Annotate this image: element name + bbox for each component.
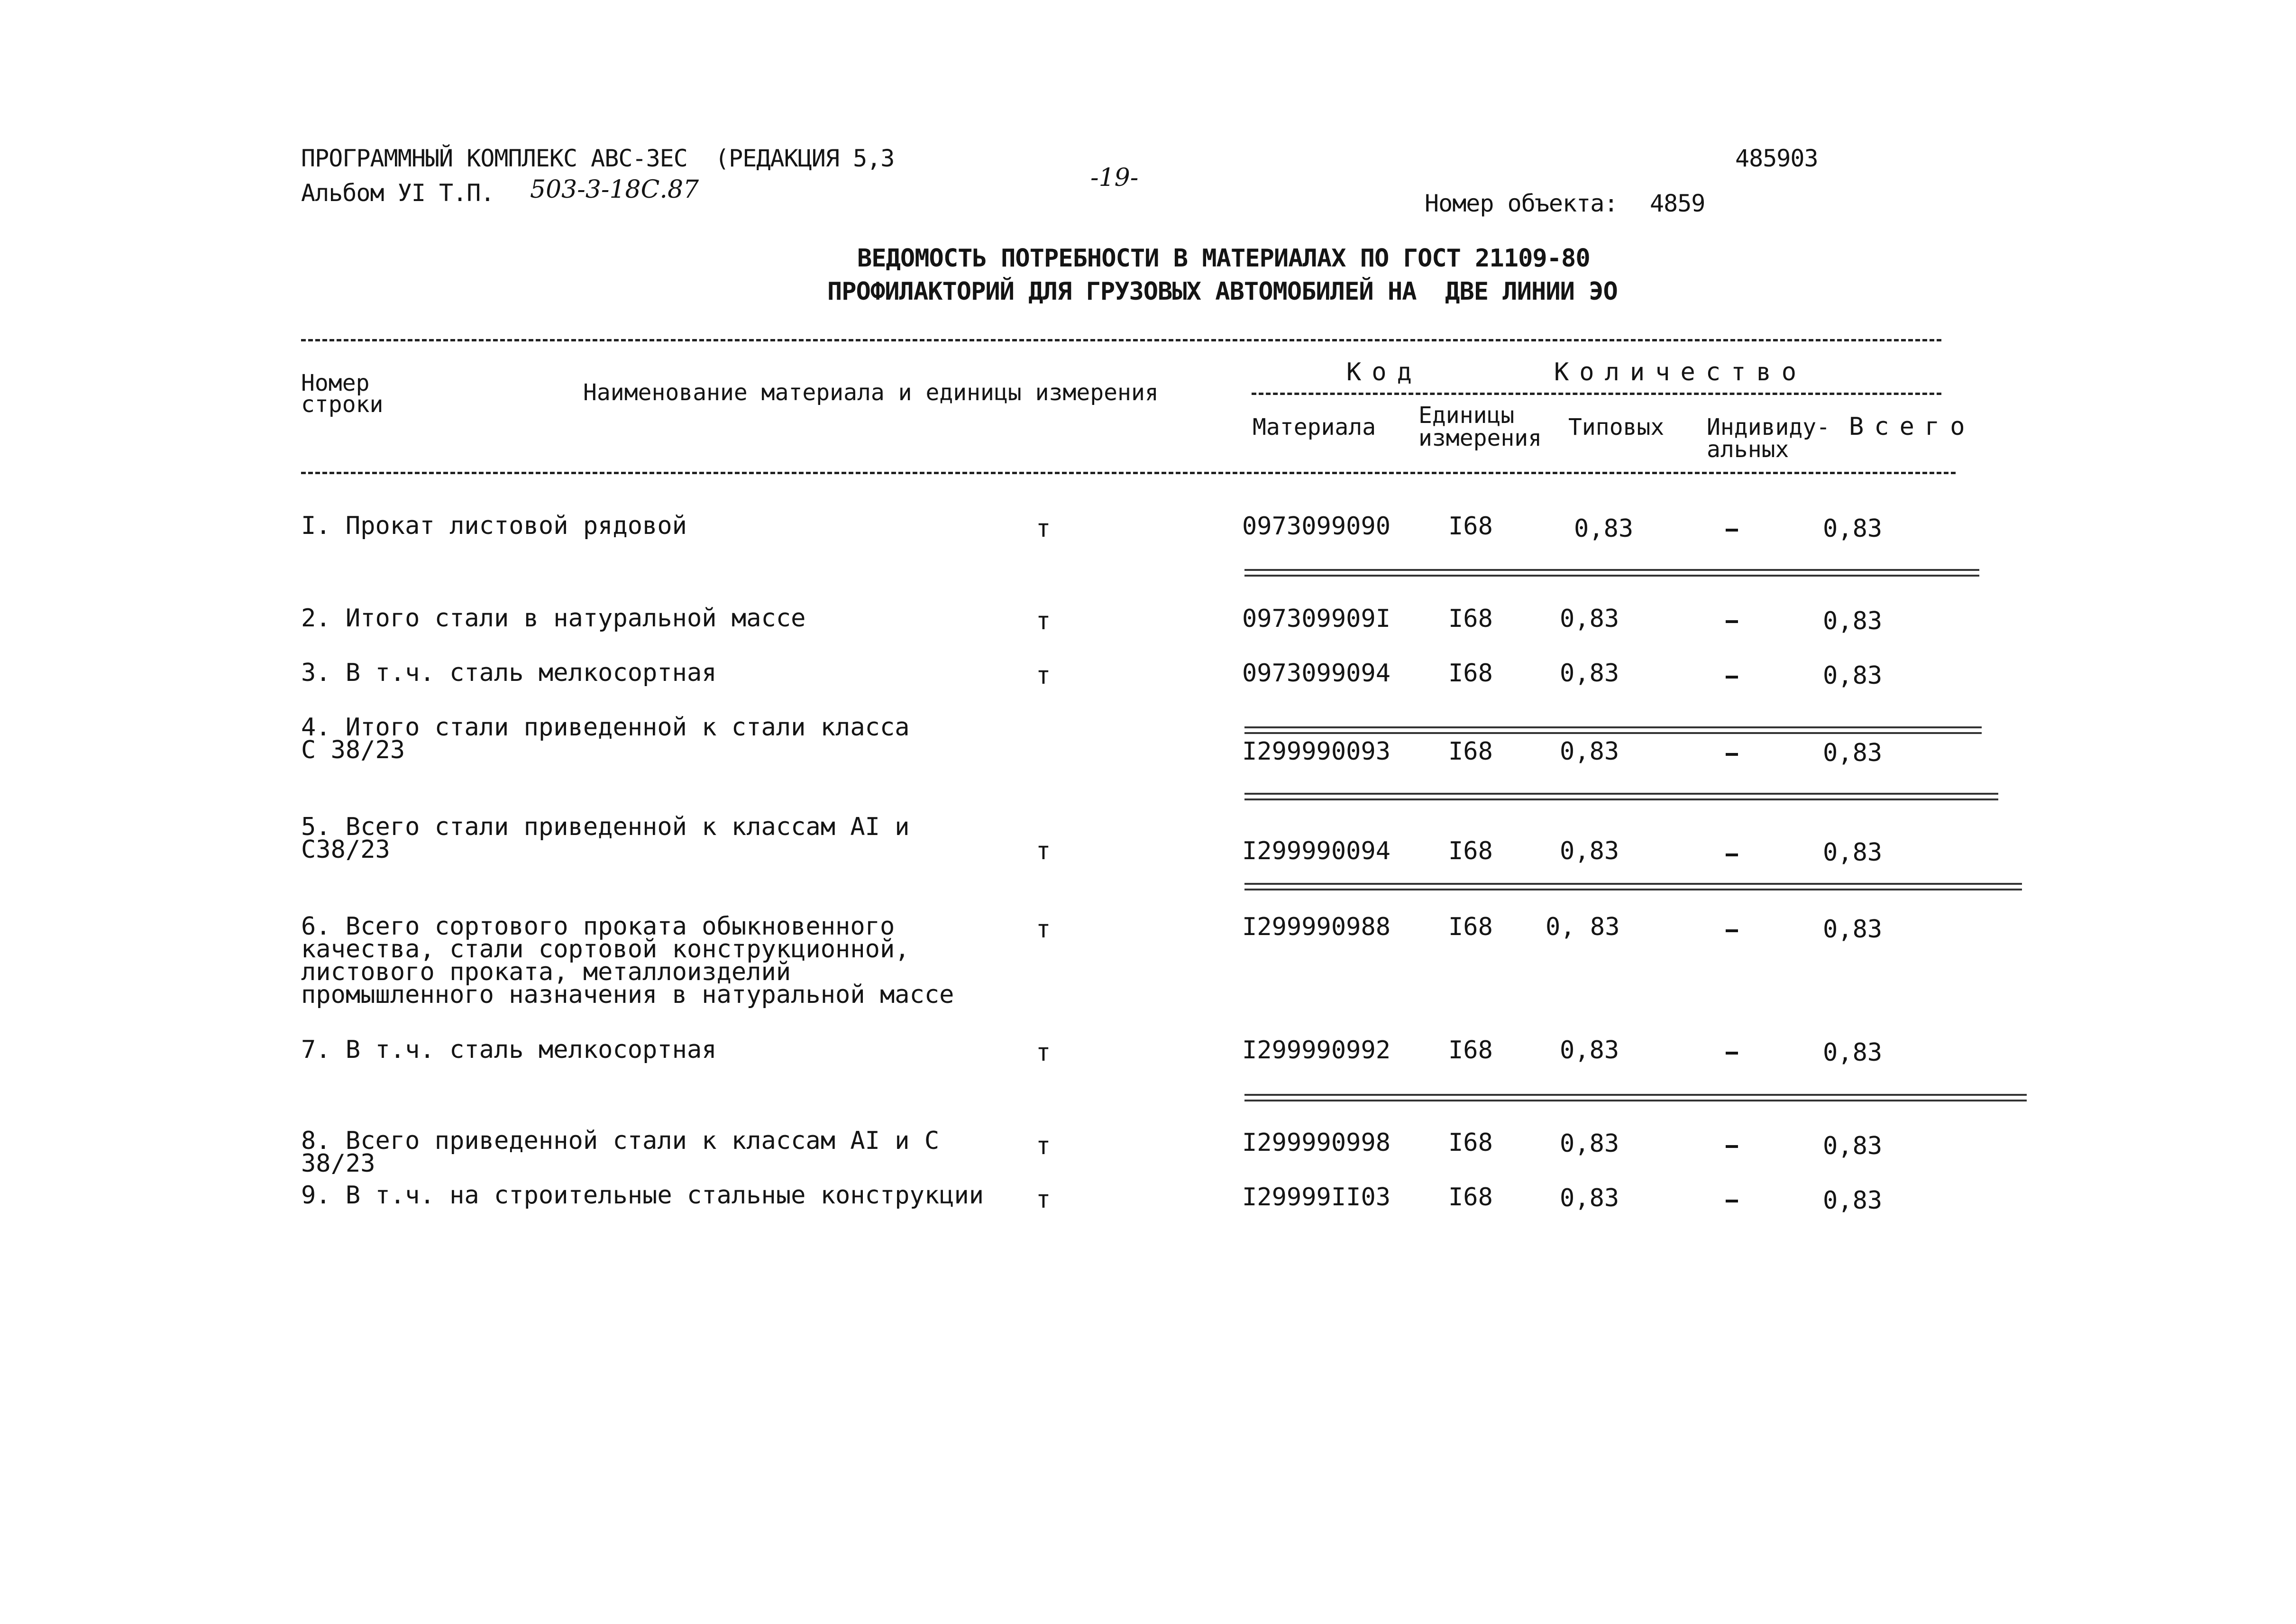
table-row-total: 0,83 — [1823, 1132, 1883, 1160]
col-unit-2: измерения — [1418, 425, 1542, 451]
table-row-name: 8. Всего приведенной стали к классам АI и С 38/23 — [301, 1127, 940, 1178]
table-row-unit-code: I68 — [1448, 512, 1493, 541]
double-rule — [1244, 883, 2022, 890]
group-rule — [1252, 393, 1941, 395]
table-row-total: 0,83 — [1823, 607, 1883, 635]
table-row-total: 0,83 — [1823, 661, 1883, 690]
table-row-unit-code: I68 — [1448, 1129, 1493, 1157]
table-row-code: I29999II03 — [1242, 1183, 1391, 1211]
table-row-unit: т — [1036, 661, 1051, 690]
table-row-total: 0,83 — [1823, 739, 1883, 767]
table-row-typical: 0,83 — [1560, 737, 1619, 766]
table-row-individual-dash — [1726, 676, 1738, 679]
page-mark: -19- — [1090, 164, 1139, 192]
table-row-total: 0,83 — [1823, 1186, 1883, 1215]
header-bottom-rule — [301, 472, 1956, 474]
table-row-unit: т — [1036, 837, 1051, 865]
table-row-code: I299990992 — [1242, 1036, 1391, 1064]
page-title-line2: ПРОФИЛАКТОРИЙ ДЛЯ ГРУЗОВЫХ АВТОМОБИЛЕЙ НА ДВЕ ЛИНИИ ЭО — [827, 277, 1618, 306]
table-top-rule — [301, 339, 1941, 341]
table-row-total: 0,83 — [1823, 915, 1883, 944]
col-name: Наименование материала и единицы измерения — [583, 379, 1159, 406]
table-row-name: 3. В т.ч. сталь мелкосортная — [301, 659, 717, 687]
table-row-typical: 0,83 — [1560, 605, 1619, 633]
table-row-individual-dash — [1726, 620, 1738, 623]
table-row-unit-code: I68 — [1448, 913, 1493, 941]
col-row-no: Номер — [301, 370, 370, 396]
col-individual: Индивиду- — [1707, 414, 1830, 440]
table-row-code: 097309909I — [1242, 605, 1391, 633]
table-row-unit-code: I68 — [1448, 659, 1493, 688]
table-row-unit: т — [1036, 607, 1051, 635]
program-header: ПРОГРАММНЫЙ КОМПЛЕКС АВС-ЗЕС (РЕДАКЦИЯ 5,3 — [301, 145, 895, 172]
album-label: Альбом УI Т.П. — [301, 179, 494, 207]
table-row-name: I. Прокат листовой рядовой — [301, 512, 687, 540]
table-row-individual-dash — [1726, 929, 1738, 932]
table-row-unit: т — [1036, 514, 1051, 543]
table-row-unit: т — [1036, 1185, 1051, 1214]
table-row-code: 0973099094 — [1242, 659, 1391, 688]
col-typical: Типовых — [1568, 414, 1665, 440]
table-row-name: 2. Итого стали в натуральной массе — [301, 604, 806, 633]
table-row-individual-dash — [1726, 853, 1738, 856]
table-row-code: I299990094 — [1242, 837, 1391, 865]
table-row-total: 0,83 — [1823, 838, 1883, 867]
table-row-unit-code: I68 — [1448, 837, 1493, 865]
table-row-unit-code: I68 — [1448, 737, 1493, 766]
col-total: Всего — [1849, 413, 1976, 441]
table-row-individual-dash — [1726, 753, 1738, 756]
col-material: Материала — [1253, 414, 1376, 440]
col-row-no-2: строки — [301, 391, 384, 418]
table-row-unit: т — [1036, 1038, 1051, 1067]
double-rule — [1244, 726, 1982, 734]
table-row-unit: т — [1036, 915, 1051, 944]
table-row-name: 4. Итого стали приведенной к стали класса С 38/23 — [301, 713, 910, 764]
table-row-typical: 0,83 — [1560, 659, 1619, 688]
col-individual-2: альных — [1707, 436, 1789, 463]
double-rule — [1244, 793, 1998, 800]
col-code-group: Код — [1346, 358, 1422, 386]
page-title-line1: ВЕДОМОСТЬ ПОТРЕБНОСТИ В МАТЕРИАЛАХ ПО ГОСТ 21109-80 — [857, 244, 1590, 273]
table-row-individual-dash — [1726, 529, 1738, 532]
table-row-code: I299990998 — [1242, 1129, 1391, 1157]
table-row-typical: 0,83 — [1574, 514, 1634, 543]
doc-number: 485903 — [1735, 145, 1818, 172]
double-rule — [1244, 1094, 2027, 1101]
table-row-name: 7. В т.ч. сталь мелкосортная — [301, 1036, 717, 1064]
table-row-unit: т — [1036, 1132, 1051, 1160]
table-row-typical: 0,83 — [1560, 837, 1619, 865]
double-rule — [1244, 569, 1979, 577]
table-row-code: 0973099090 — [1242, 512, 1391, 541]
table-row-unit-code: I68 — [1448, 1036, 1493, 1064]
table-row-total: 0,83 — [1823, 514, 1883, 543]
table-row-total: 0,83 — [1823, 1038, 1883, 1067]
table-row-unit-code: I68 — [1448, 605, 1493, 633]
table-row-individual-dash — [1726, 1200, 1738, 1202]
table-row-code: I299990988 — [1242, 913, 1391, 941]
object-label: Номер объекта: — [1425, 190, 1618, 217]
album-handwritten-code: 503-3-18С.87 — [530, 175, 699, 204]
table-row-individual-dash — [1726, 1052, 1738, 1055]
object-number: 4859 — [1650, 190, 1705, 217]
table-row-code: I299990093 — [1242, 737, 1391, 766]
table-row-typical: 0,83 — [1560, 1184, 1619, 1212]
table-row-typical: 0,83 — [1560, 1129, 1619, 1158]
table-row-typical: 0, 83 — [1546, 913, 1620, 941]
table-row-name: 9. В т.ч. на строительные стальные конструкции — [301, 1181, 984, 1210]
table-row-name: 6. Всего сортового проката обыкновенного качества, стали сортовой конструкционной, листового проката, металлоизделий промышленного назначения в натуральной массе — [301, 912, 954, 1009]
table-row-unit-code: I68 — [1448, 1183, 1493, 1211]
table-row-individual-dash — [1726, 1145, 1738, 1148]
col-quantity-group: Количество — [1554, 358, 1807, 386]
col-unit: Единицы — [1418, 402, 1515, 429]
table-row-name: 5. Всего стали приведенной к классам АI и С38/23 — [301, 813, 910, 864]
table-row-typical: 0,83 — [1560, 1036, 1619, 1064]
